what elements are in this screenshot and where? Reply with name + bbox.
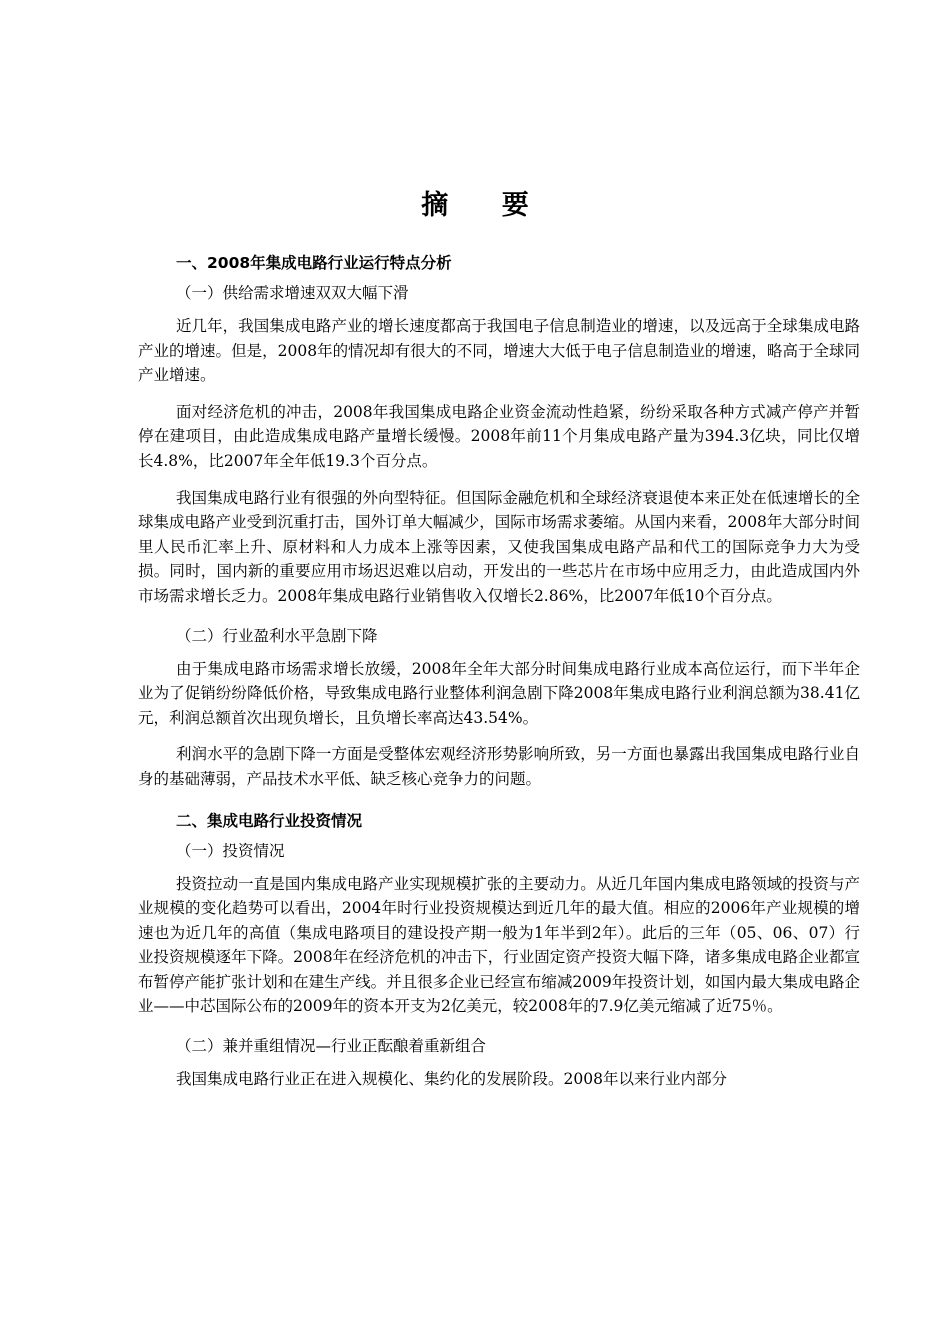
paragraph: 利润水平的急剧下降一方面是受整体宏观经济形势影响所致，另一方面也暴露出我国集成电路行业自身的基础薄弱，产品技术水平低、缺乏核心竞争力的问题。 [138,745,860,788]
section-2-heading: 二、集成电路行业投资情况 [176,811,363,830]
section-2-sub-1-heading: （一）投资情况 [176,841,285,860]
section-1-heading: 一、2008年集成电路行业运行特点分析 [176,254,452,272]
section-1-sub-2-heading: （二）行业盈利水平急剧下降 [176,626,378,645]
paragraph: 投资拉动一直是国内集成电路产业实现规模扩张的主要动力。从近几年国内集成电路领域的投资与产业规模的变化趋势可以看出，2004年时行业投资规模达到近几年的最大值。相应的2006年产业规模的增速也为近几年的高值（集成电路项目的建设投产期一般为1年半到2年）。此后的三年（05、06、07）行业投资规模逐年下降。2008年在经济危机的冲击下，行业固定资产投资大幅下降，诸多集成电路企业都宣布暂停产能扩张计划和在建生产线。并且很多企业已经宣布缩减2009年投资计划，如国内最大集成电路企业——中芯国际公布的2009年的资本开支为2亿美元，较2008年的7.9亿美元缩减了近75％。 [138,874,860,1016]
paragraph: 由于集成电路市场需求增长放缓，2008年全年大部分时间集成电路行业成本高位运行，而下半年企业为了促销纷纷降低价格，导致集成电路行业整体利润急剧下降2008年集成电路行业利润总额为38.41亿元，利润总额首次出现负增长，且负增长率高达43.54%。 [138,659,860,727]
document-body [138,248,860,1104]
paragraph: 我国集成电路行业正在进入规模化、集约化的发展阶段。2008年以来行业内部分 [176,1070,727,1089]
page-title: 摘 要 [421,190,551,221]
paragraph: 近几年，我国集成电路产业的增长速度都高于我国电子信息制造业的增速，以及远高于全球集成电路产业的增速。但是，2008年的情况却有很大的不同，增速大大低于电子信息制造业的增速，略高于全球同产业增速。 [138,317,860,385]
section-2-sub-2-heading: （二）兼并重组情况—行业正酝酿着重新组合 [176,1037,487,1056]
section-1-sub-1-heading: （一）供给需求增速双双大幅下滑 [176,284,409,302]
paragraph: 我国集成电路行业有很强的外向型特征。但国际金融危机和全球经济衰退使本来正处在低速增长的全球集成电路产业受到沉重打击，国外订单大幅减少，国际市场需求萎缩。从国内来看，2008年大部分时间里人民币汇率上升、原材料和人力成本上涨等因素，又使我国集成电路产品和代工的国际竞争力大为受损。同时，国内新的重要应用市场迟迟难以启动，开发出的一些芯片在市场中应用乏力，由此造成国内外市场需求增长乏力。2008年集成电路行业销售收入仅增长2.86%，比2007年低10个百分点。 [138,488,860,605]
paragraph: 面对经济危机的冲击，2008年我国集成电路企业资金流动性趋紧，纷纷采取各种方式减产停产并暂停在建项目，由此造成集成电路产量增长缓慢。2008年前11个月集成电路产量为394.3亿块，同比仅增长4.8%，比2007年全年低19.3个百分点。 [138,402,860,470]
